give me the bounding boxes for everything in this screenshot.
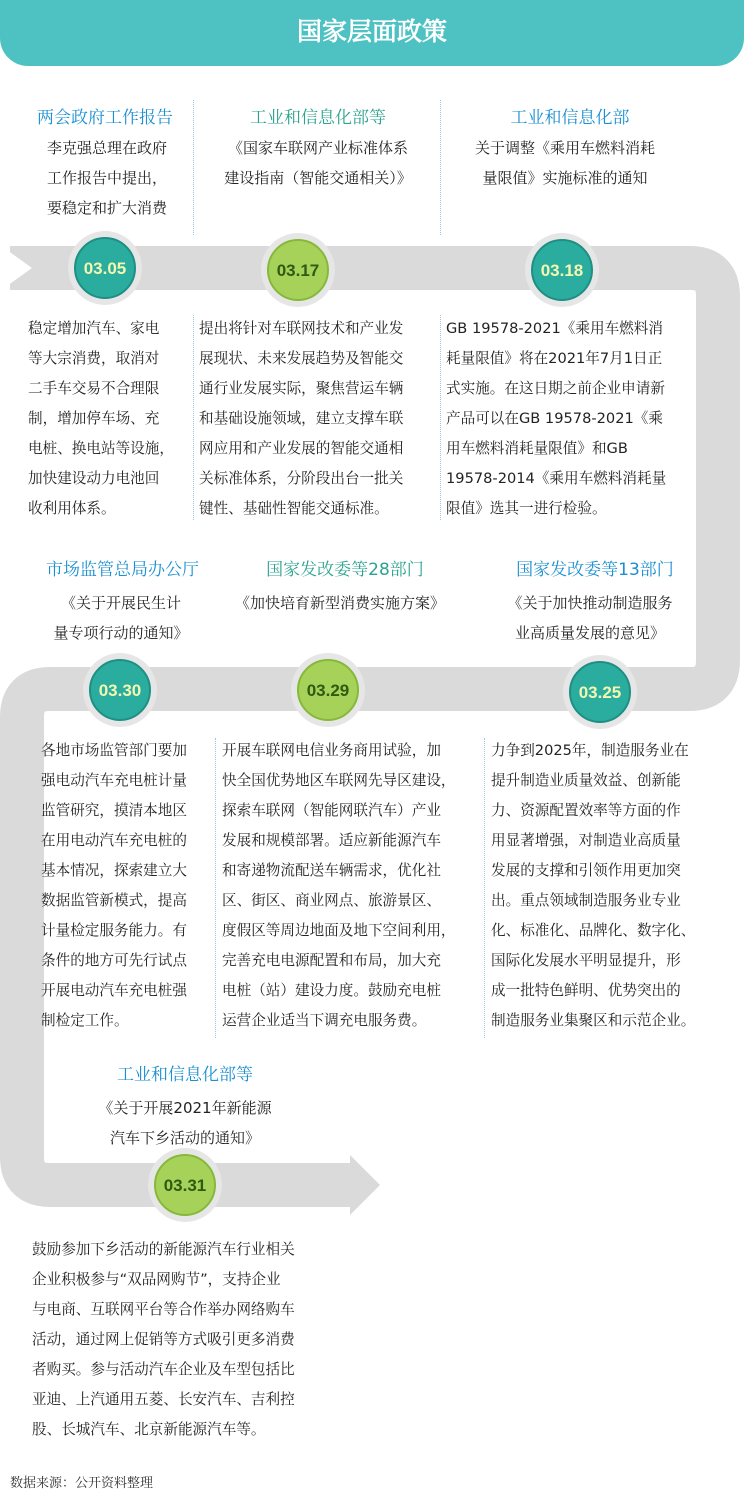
body-line: 股、长城汽车、北京新能源汽车等。	[32, 1421, 266, 1438]
body-line: 收利用体系。	[28, 500, 116, 517]
body-line: 条件的地方可先行试点	[41, 952, 187, 969]
body-line: 探索车联网（智能网联汽车）产业	[222, 802, 441, 819]
event-body	[446, 314, 691, 524]
body-line: 化、标准化、品牌化、数字化、	[491, 922, 696, 939]
body-line: 提升制造业质量效益、创新能	[491, 772, 681, 789]
date-marker	[525, 233, 599, 307]
event-body	[28, 314, 188, 524]
body-line: 用车燃料消耗量限值》和GB	[446, 440, 628, 457]
date-marker	[261, 233, 335, 307]
body-line: 电桩、换电站等设施，	[28, 440, 174, 457]
date-label: 03.29	[306, 681, 350, 700]
event-subtitle	[220, 588, 460, 618]
body-line: 度假区等周边地面及地下空间利用，	[222, 922, 456, 939]
body-line: 制检定工作。	[41, 1012, 129, 1029]
divider	[215, 738, 216, 1038]
subtitle-line: 《加快培育新型消费实施方案》	[234, 594, 445, 612]
body-line: 制造服务业集聚区和示范企业。	[491, 1012, 696, 1029]
body-line: 开展电动汽车充电桩强	[41, 982, 187, 999]
event-source: 市场监管总局办公厅	[46, 560, 199, 580]
body-line: 者购买。参与活动汽车企业及车型包括比	[32, 1361, 295, 1378]
body-line: 开展车联网电信业务商用试验，加	[222, 742, 441, 759]
body-line: 基本情况，探索建立大	[41, 862, 187, 879]
event-body	[199, 314, 437, 524]
subtitle-line: 《国家车联网产业标准体系	[227, 139, 408, 157]
subtitle-line: 《关于开展民生计	[60, 594, 181, 612]
body-line: 力争到2025年，制造服务业在	[491, 742, 689, 759]
body-line: 式实施。在这日期之前企业申请新	[446, 380, 665, 397]
date-label: 03.31	[163, 1176, 207, 1195]
event-subtitle	[198, 133, 438, 193]
event-body	[491, 736, 713, 1036]
body-line: 运营企业适当下调充电服务费。	[222, 1012, 427, 1029]
body-line: 和寄递物流配送车辆需求，优化社	[222, 862, 441, 879]
body-line: 限值》选其一进行检验。	[446, 500, 607, 517]
body-line: 提出将针对车联网技术和产业发	[199, 320, 404, 337]
body-line: 数据监管新模式，提高	[41, 892, 187, 909]
event-source: 国家发改委等13部门	[516, 560, 674, 580]
event-body	[222, 736, 480, 1036]
body-line: 在用电动汽车充电桩的	[41, 832, 187, 849]
body-line: 稳定增加汽车、家电	[28, 320, 160, 337]
subtitle-line: 《关于加快推动制造服务	[507, 594, 673, 612]
date-label: 03.18	[540, 261, 584, 280]
body-line: 各地市场监管部门要加	[41, 742, 187, 759]
body-line: 19578-2014《乘用车燃料消耗量	[446, 470, 667, 487]
body-line: 计量检定服务能力。有	[41, 922, 187, 939]
subtitle-line: 李克强总理在政府	[46, 139, 167, 157]
body-line: GB 19578-2021《乘用车燃料消	[446, 320, 663, 337]
body-line: 强电动汽车充电桩计量	[41, 772, 187, 789]
body-line: 监管研究，摸清本地区	[41, 802, 187, 819]
body-line: 产品可以在GB 19578-2021《乘	[446, 410, 663, 427]
divider	[440, 315, 441, 520]
body-line: 通行业发展实际，聚焦营运车辆	[199, 380, 404, 397]
event-body	[41, 736, 211, 1036]
subtitle-line: 《关于开展2021年新能源	[98, 1099, 272, 1117]
body-line: 鼓励参加下乡活动的新能源汽车行业相关	[32, 1241, 295, 1258]
date-label: 03.30	[98, 681, 142, 700]
event-source: 工业和信息化部	[510, 108, 630, 128]
body-line: 等大宗消费，取消对	[28, 350, 160, 367]
subtitle-line: 业高质量发展的意见》	[514, 624, 665, 642]
body-line: 发展和规模部署。适应新能源汽车	[222, 832, 441, 849]
body-line: 耗量限值》将在2021年7月1日正	[446, 350, 663, 367]
subtitle-line: 要稳定和扩大消费	[46, 199, 167, 217]
body-line: 与电商、互联网平台等合作举办网络购车	[32, 1301, 295, 1318]
body-line: 完善充电电源配置和布局，加大充	[222, 952, 441, 969]
event-body	[32, 1235, 352, 1445]
body-line: 展现状、未来发展趋势及智能交	[199, 350, 404, 367]
body-line: 亚迪、上汽通用五菱、长安汽车、吉利控	[32, 1391, 295, 1408]
date-marker	[83, 653, 157, 727]
body-line: 活动，通过网上促销等方式吸引更多消费	[32, 1331, 295, 1348]
body-line: 键性、基础性智能交通标准。	[199, 500, 389, 517]
track-arrow-head	[350, 1155, 380, 1215]
body-line: 电桩（站）建设力度。鼓励充电桩	[222, 982, 441, 999]
date-marker	[563, 655, 637, 729]
divider	[440, 100, 441, 235]
date-label: 03.25	[578, 683, 622, 702]
body-line: 企业积极参与“双品网购节”，支持企业	[32, 1271, 281, 1288]
body-line: 区、街区、商业网点、旅游景区、	[222, 892, 441, 909]
date-marker	[291, 653, 365, 727]
body-line: 国际化发展水平明显提升，形	[491, 952, 681, 969]
subtitle-line: 工作报告中提出，	[46, 169, 167, 187]
body-line: 二手车交易不合理限	[28, 380, 160, 397]
divider	[193, 100, 194, 235]
divider	[193, 315, 194, 520]
event-source: 国家发改委等28部门	[266, 560, 424, 580]
body-line: 成一批特色鲜明、优势突出的	[491, 982, 681, 999]
data-source-note: 数据来源：公开资料整理	[10, 1476, 154, 1491]
date-label: 03.05	[83, 259, 127, 278]
event-subtitle	[22, 133, 192, 223]
event-subtitle	[80, 1093, 290, 1153]
body-line: 力、资源配置效率等方面的作	[491, 802, 681, 819]
divider	[484, 738, 485, 1038]
event-source: 工业和信息化部等	[117, 1065, 253, 1085]
body-line: 制，增加停车场、充	[28, 410, 160, 427]
body-line: 网应用和产业发展的智能交通相	[199, 440, 404, 457]
body-line: 用显著增强，对制造业高质量	[491, 832, 681, 849]
date-marker	[148, 1148, 222, 1222]
event-subtitle	[36, 588, 206, 648]
body-line: 和基础设施领域，建立支撑车联	[199, 410, 404, 427]
subtitle-line: 量限值》实施标准的通知	[482, 169, 648, 187]
body-line: 快全国优势地区车联网先导区建设，	[222, 772, 456, 789]
page-title: 国家层面政策	[0, 0, 744, 66]
subtitle-line: 汽车下乡活动的通知》	[109, 1129, 260, 1147]
subtitle-line: 建设指南（智能交通相关）》	[224, 169, 412, 187]
body-line: 发展的支撑和引领作用更加突	[491, 862, 681, 879]
event-subtitle	[470, 588, 710, 648]
subtitle-line: 量专项行动的通知》	[53, 624, 189, 642]
body-line: 加快建设动力电池回	[28, 470, 160, 487]
date-label: 03.17	[276, 261, 320, 280]
body-line: 关标准体系，分阶段出台一批关	[199, 470, 404, 487]
body-line: 出。重点领域制造服务业专业	[491, 892, 681, 909]
subtitle-line: 关于调整《乘用车燃料消耗	[474, 139, 655, 157]
event-subtitle	[445, 133, 685, 193]
date-marker	[68, 231, 142, 305]
event-source: 两会政府工作报告	[37, 108, 173, 128]
event-source: 工业和信息化部等	[250, 108, 386, 128]
